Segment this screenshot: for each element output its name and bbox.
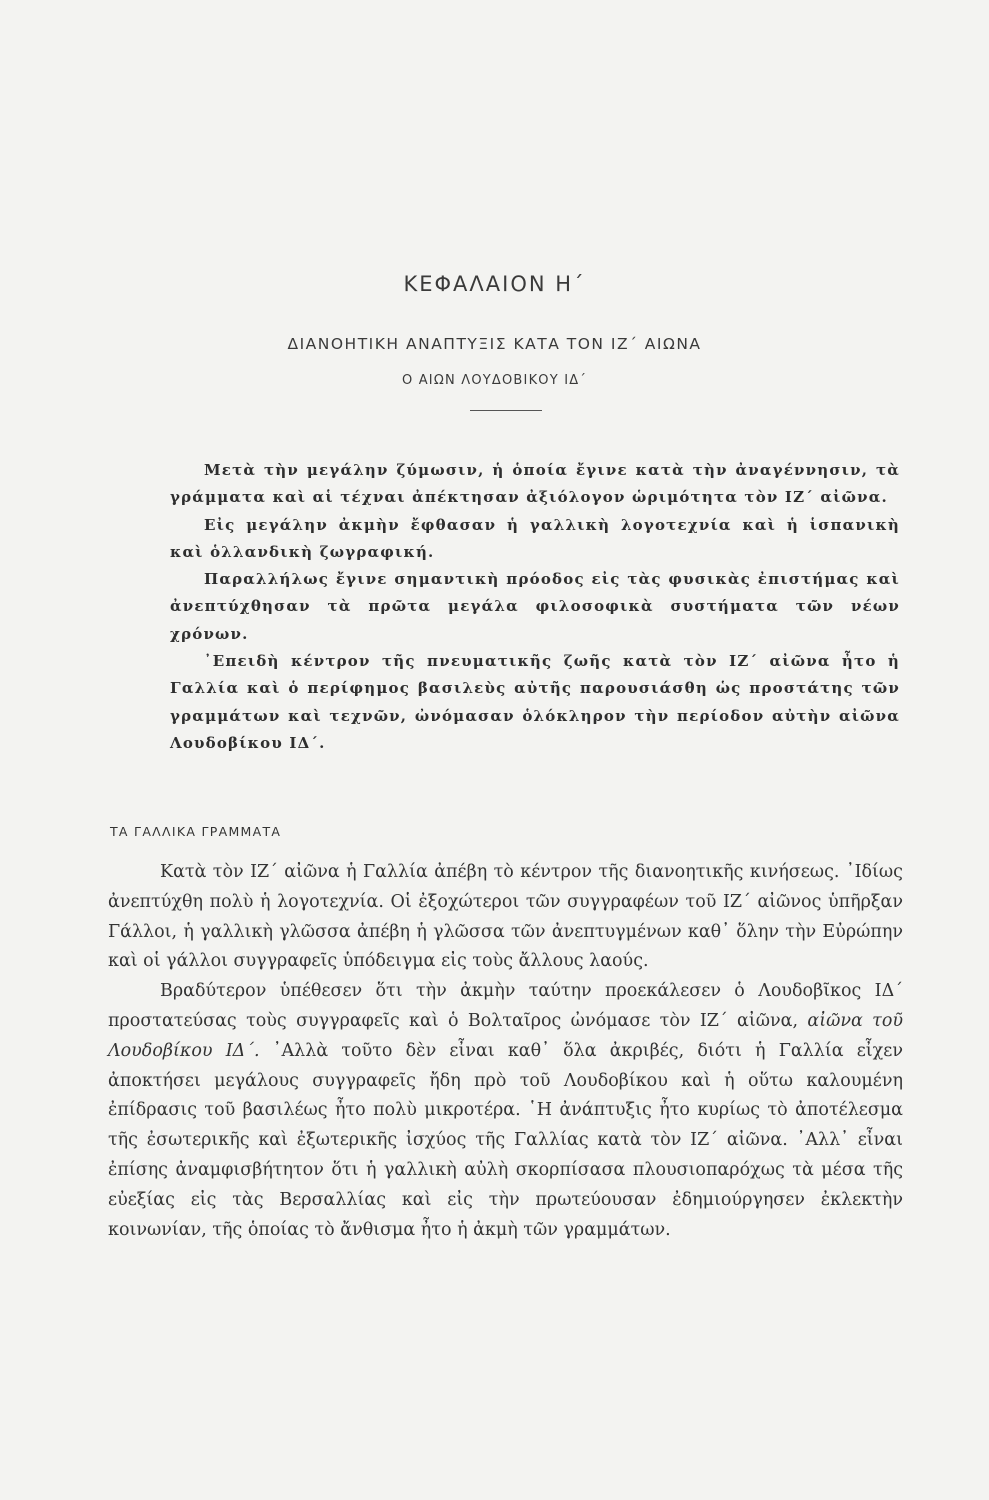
section-heading: ΤΑ ΓΑΛΛΙΚΑ ΓΡΑΜΜΑΤΑ (110, 824, 282, 839)
summary-paragraph-4: ᾿Επειδὴ κέντρον τῆς πνευματικῆς ζωῆς κατὰ τὸν ΙΖ΄ αἰῶνα ἦτο ἡ Γαλλία καὶ ὁ περίφημος βασιλεὺς αὐτῆς παρουσιάσθη ὡς προστάτης τῶν γραμμάτων καὶ τεχνῶν, ὠνόμασαν ὁλόκληρον τὴν περίοδον αὐτὴν αἰῶνα Λουδοβίκου ΙΔ΄. (170, 652, 900, 752)
body-paragraph-1: Κατὰ τὸν ΙΖ΄ αἰῶνα ἡ Γαλλία ἀπέβη τὸ κέντρον τῆς διανοητικῆς κινήσεως. ᾿Ιδίως ἀνεπτύχθη πολὺ ἡ λογοτεχνία. Οἱ ἐξοχώτεροι τῶν συγγραφέων τοῦ ΙΖ΄ αἰῶνος ὑπῆρξαν Γάλλοι, ἡ γαλλικὴ γλῶσσα ἀπέβη ἡ γλῶσσα τῶν ἀνεπτυγμένων καθ᾿ ὅλην τὴν Εὐρώπην καὶ οἱ γάλλοι συγγραφεῖς ὑπόδειγμα εἰς τοὺς ἄλλους λαούς. (108, 862, 903, 972)
body-paragraph-2-italic: αἰῶνα τοῦ Λουδοβίκου ΙΔ΄. (108, 1010, 903, 1061)
chapter-subtitle: ΔΙΑΝΟΗΤΙΚΗ ΑΝΑΠΤΥΞΙΣ ΚΑΤΑ ΤΟΝ ΙΖ΄ ΑΙΩΝΑ (287, 335, 702, 353)
body-paragraph-2-end: ᾿Αλλὰ τοῦτο δὲν εἶναι καθ᾿ ὅλα ἀκριβές, διότι ἡ Γαλλία εἶχεν ἀποκτήσει μεγάλους συγγραφεῖς ἤδη πρὸ τοῦ Λουδοβίκου καὶ ἡ οὕτω καλουμένη ἐπίδρασις τοῦ βασιλέως ἦτο πολὺ μικροτέρα. ῾Η ἀνάπτυξις ἦτο κυρίως τὸ ἀποτέλεσμα τῆς ἐσωτερικῆς καὶ ἐξωτερικῆς ἰσχύος τῆς Γαλλίας κατὰ τὸν ΙΖ΄ αἰῶνα. ᾿Αλλ᾿ εἶναι ἐπίσης ἀναμφισβήτητον ὅτι ἡ γαλλικὴ αὐλὴ σκορπίσασα πλουσιοπαρόχως τὰ μέσα τῆς εὐεξίας εἰς τὰς Βερσαλλίας καὶ εἰς τὴν πρωτεύουσαν ἐδημιούργησεν ἐκλεκτὴν κοινωνίαν, τῆς ὁποίας τὸ ἄνθισμα ἦτο ἡ ἀκμὴ τῶν γραμμάτων. (108, 1040, 903, 1240)
body-paragraph-2 (108, 977, 903, 1245)
summary-paragraph-2: Εἰς μεγάλην ἀκμὴν ἔφθασαν ἡ γαλλικὴ λογοτεχνία καὶ ἡ ἱσπανικὴ καὶ ὁλλανδικὴ ζωγραφική. (170, 515, 900, 561)
title-divider (470, 410, 542, 411)
chapter-title: ΚΕΦΑΛΑΙΟΝ Η΄ (403, 272, 586, 296)
summary-paragraph-1: Μετὰ τὴν μεγάλην ζύμωσιν, ἡ ὁποία ἔγινε κατὰ τὴν ἀναγέννησιν, τὰ γράμματα καὶ αἱ τέχναι ἀπέκτησαν ἀξιόλογον ὡριμότητα τὸν ΙΖ΄ αἰῶνα. (170, 461, 900, 507)
section-body (108, 858, 903, 1245)
chapter-subtitle-secondary: Ο ΑΙΩΝ ΛΟΥΔΟΒΙΚΟΥ ΙΔ΄ (401, 373, 588, 388)
summary-paragraph-3: Παραλλήλως ἔγινε σημαντικὴ πρόοδος εἰς τὰς φυσικὰς ἐπιστήμας καὶ ἀνεπτύχθησαν τὰ πρῶτα μεγάλα φιλοσοφικὰ συστήματα τῶν νέων χρόνων. (170, 570, 900, 643)
body-paragraph-2-start: Βραδύτερον ὑπέθεσεν ὅτι τὴν ἀκμὴν ταύτην προεκάλεσεν ὁ Λουδοβῖκος ΙΔ΄ προστατεύσας τοὺς συγγραφεῖς καὶ ὁ Βολταῖρος ὠνόμασε τὸν ΙΖ΄ αἰῶνα, (108, 981, 903, 1031)
chapter-summary (170, 457, 900, 757)
